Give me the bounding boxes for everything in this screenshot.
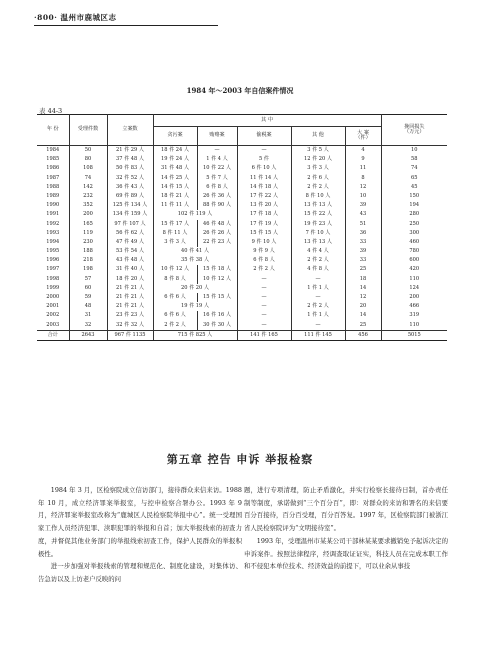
cell-filed: 21 件 29 人 <box>107 146 153 156</box>
cell-corruption: 715 件 825 人 <box>153 330 237 340</box>
cell-filed: 18 件 20 人 <box>107 275 153 284</box>
cell-other: 13 件 13 人 <box>291 201 345 210</box>
cell-filed: 97 件 107 人 <box>107 220 153 229</box>
cell-tax: 11 件 14 人 <box>237 174 291 183</box>
cell-other: 4 件 4 人 <box>291 247 345 256</box>
cell-tax: 6 件 10 人 <box>237 164 291 173</box>
cell-loss: 194 <box>381 201 447 210</box>
cell-tax: 14 件 18 人 <box>237 183 291 192</box>
header-bribery: 贿赂案 <box>197 127 237 146</box>
cell-year: 1990 <box>37 201 69 210</box>
cell-loss: 280 <box>381 210 447 219</box>
cell-other: 2 件 2 人 <box>291 183 345 192</box>
table-body <box>37 146 447 341</box>
cell-bribery: 5 件 7 人 <box>197 174 237 183</box>
header-loss <box>381 115 447 146</box>
cell-corruption: 14 件 15 人 <box>153 183 197 192</box>
cell-major: 12 <box>345 183 381 192</box>
cell-accepted: 165 <box>69 220 107 229</box>
cell-filed: 32 件 32 人 <box>107 321 153 331</box>
cell-year: 1992 <box>37 220 69 229</box>
cell-filed: 47 件 49 人 <box>107 238 153 247</box>
cell-major: 33 <box>345 238 381 247</box>
cell-year: 1985 <box>37 155 69 164</box>
cases-table <box>37 114 447 341</box>
cell-filed: 134 件 159 人 <box>107 210 153 219</box>
cell-corruption: 8 件 11 人 <box>153 229 197 238</box>
cell-accepted: 48 <box>69 302 107 311</box>
table-row <box>37 192 447 201</box>
cell-filed: 37 件 48 人 <box>107 155 153 164</box>
cell-bribery: 15 件 18 人 <box>197 265 237 274</box>
table-row <box>37 174 447 183</box>
cell-major: 20 <box>345 302 381 311</box>
cell-tax: — <box>237 284 291 293</box>
cell-accepted: 32 <box>69 321 107 331</box>
header-rule <box>34 25 218 26</box>
cell-filed: 56 件 62 人 <box>107 229 153 238</box>
cell-accepted: 230 <box>69 238 107 247</box>
table-title: 1984 年～2003 年自信案件情况 <box>186 86 294 95</box>
cell-other: — <box>291 321 345 331</box>
cell-bribery: 16 件 16 人 <box>197 311 237 320</box>
cell-year: 1988 <box>37 183 69 192</box>
cell-filed: 43 件 48 人 <box>107 256 153 265</box>
cell-tax: 6 件 8 人 <box>237 256 291 265</box>
cell-major: 25 <box>345 265 381 274</box>
cell-accepted: 59 <box>69 293 107 302</box>
table-row <box>37 229 447 238</box>
cell-major: 14 <box>345 311 381 320</box>
table-row <box>37 256 447 265</box>
cell-year: 1998 <box>37 275 69 284</box>
cell-corruption: 6 件 6 人 <box>153 311 197 320</box>
cell-bribery: 1 件 4 人 <box>197 155 237 164</box>
cell-major: 456 <box>345 330 381 340</box>
cell-year: 1991 <box>37 210 69 219</box>
chapter-title: 第五章 控告 申诉 举报检察 <box>166 453 314 466</box>
cell-filed: 53 件 54 人 <box>107 247 153 256</box>
cell-accepted: 142 <box>69 183 107 192</box>
table-row <box>37 247 447 256</box>
cell-accepted: 2643 <box>69 330 107 340</box>
cell-loss: 58 <box>381 155 447 164</box>
cell-year: 2002 <box>37 311 69 320</box>
cell-bribery: 10 件 12 人 <box>197 275 237 284</box>
cell-loss: 300 <box>381 229 447 238</box>
cell-other: 13 件 13 人 <box>291 238 345 247</box>
cell-other: — <box>291 293 345 302</box>
cell-other: — <box>291 275 345 284</box>
cell-loss: 460 <box>381 238 447 247</box>
cell-loss: 319 <box>381 311 447 320</box>
cell-bribery: 26 件 26 人 <box>197 229 237 238</box>
cell-year: 1987 <box>37 174 69 183</box>
table-row <box>37 238 447 247</box>
body-paragraph: 题，进行专项清理，防止矛盾激化，并实行检察长接待日制，首办责任制等制度，承诺做到“三个百分百”，即：对群众的来访和署名的来信要百分百接待，百分百受理，百分百答复。1997 年，区检察院部门被浙江省人民检察院评为“文明接待室”。 <box>244 486 448 533</box>
cell-year: 合计 <box>37 330 69 340</box>
cell-other: 3 件 3 人 <box>291 164 345 173</box>
cell-year: 1995 <box>37 247 69 256</box>
cell-corruption: 2 件 2 人 <box>153 321 197 331</box>
header-major <box>345 127 381 146</box>
cell-accepted: 119 <box>69 229 107 238</box>
cell-year: 1999 <box>37 284 69 293</box>
cell-tax: 9 件 9 人 <box>237 247 291 256</box>
header-accepted: 受理件数 <box>69 115 107 146</box>
cell-accepted: 60 <box>69 284 107 293</box>
cell-year: 2003 <box>37 321 69 331</box>
cell-filed: 21 件 21 人 <box>107 284 153 293</box>
cell-accepted: 200 <box>69 210 107 219</box>
cell-accepted: 218 <box>69 256 107 265</box>
table-row <box>37 321 447 331</box>
cell-major: 43 <box>345 210 381 219</box>
cell-bribery: 30 件 30 人 <box>197 321 237 331</box>
cell-major: 12 <box>345 293 381 302</box>
cell-other: 2 件 2 人 <box>291 256 345 265</box>
table-row <box>37 183 447 192</box>
cell-accepted: 80 <box>69 155 107 164</box>
cell-loss: 466 <box>381 302 447 311</box>
cell-other: 2 件 2 人 <box>291 302 345 311</box>
cell-other: 1 件 1 人 <box>291 311 345 320</box>
cell-loss: 65 <box>381 174 447 183</box>
cell-other: 15 件 22 人 <box>291 210 345 219</box>
cell-loss: 74 <box>381 164 447 173</box>
cell-corruption: 14 件 25 人 <box>153 174 197 183</box>
cell-bribery: 46 件 48 人 <box>197 220 237 229</box>
cell-accepted: 31 <box>69 311 107 320</box>
cell-corruption: 18 件 21 人 <box>153 192 197 201</box>
cell-accepted: 188 <box>69 247 107 256</box>
cell-year: 1993 <box>37 229 69 238</box>
cell-tax: 17 件 19 人 <box>237 220 291 229</box>
cell-filed: 21 件 21 人 <box>107 293 153 302</box>
cell-tax: — <box>237 302 291 311</box>
cell-corruption: 11 件 11 人 <box>153 201 197 210</box>
cell-major: 8 <box>345 174 381 183</box>
cell-other: 4 件 8 人 <box>291 265 345 274</box>
body-paragraph: 进一步加强对举报线索的管理和规范化、制度化建设，对集体访、告急访以及上访老户反映的问 <box>38 562 242 583</box>
cell-bribery: 22 件 23 人 <box>197 238 237 247</box>
table-row <box>37 302 447 311</box>
cell-tax: 141 件 165 <box>237 330 291 340</box>
cell-bribery: 88 件 90 人 <box>197 201 237 210</box>
cell-major: 9 <box>345 155 381 164</box>
cell-corruption: 19 件 19 人 <box>153 302 237 311</box>
cell-tax: — <box>237 321 291 331</box>
cell-loss: 420 <box>381 265 447 274</box>
cell-other: 1 件 1 人 <box>291 284 345 293</box>
cell-accepted: 198 <box>69 265 107 274</box>
cell-tax: 13 件 20 人 <box>237 201 291 210</box>
cell-loss: 5015 <box>381 330 447 340</box>
table-row <box>37 284 447 293</box>
cell-loss: 150 <box>381 192 447 201</box>
cell-other: 2 件 6 人 <box>291 174 345 183</box>
cell-loss: 124 <box>381 284 447 293</box>
cell-major: 11 <box>345 164 381 173</box>
cell-tax: 17 件 18 人 <box>237 210 291 219</box>
cell-accepted: 74 <box>69 174 107 183</box>
cell-filed: 23 件 23 人 <box>107 311 153 320</box>
header-major-line2: （件） <box>355 135 371 141</box>
body-paragraph: 1984 年 3 月，区检察院成立信访部门，接待群众来信来访。1988 年 10 月，成立经济罪案举报室，与控申检察合署办公。1993 年 9 月，经济罪案举报室改称为“鹿城区人民检察院举报中心”。统一受理国家工作人员经济犯罪、渎职犯罪的举报和自首；加大举报线索的初查力度，并督促其他业务部门的举报线索初查工作，保护人民群众的举报积极性。 <box>38 486 242 558</box>
cell-filed: 21 件 21 人 <box>107 302 153 311</box>
cell-year: 1994 <box>37 238 69 247</box>
cell-accepted: 57 <box>69 275 107 284</box>
cell-other: 3 件 5 人 <box>291 146 345 156</box>
table-row <box>37 164 447 173</box>
cell-corruption: 15 件 17 人 <box>153 220 197 229</box>
header-other: 其 他 <box>291 127 345 146</box>
cell-corruption: 102 件 119 人 <box>153 210 237 219</box>
cell-tax: 9 件 10 人 <box>237 238 291 247</box>
cell-accepted: 50 <box>69 146 107 156</box>
table-row <box>37 146 447 156</box>
cell-filed: 69 件 89 人 <box>107 192 153 201</box>
cell-accepted: 232 <box>69 192 107 201</box>
cell-filed: 967 件 1135 <box>107 330 153 340</box>
cell-corruption: 35 件 38 人 <box>153 256 237 265</box>
cell-year: 1996 <box>37 256 69 265</box>
cell-corruption: 20 件 20 人 <box>153 284 237 293</box>
cell-corruption: 10 件 12 人 <box>153 265 197 274</box>
cell-major: 18 <box>345 275 381 284</box>
cell-corruption: 18 件 24 人 <box>153 146 197 156</box>
body-left-column <box>38 484 242 586</box>
header-major-line1: 大 案 <box>357 129 369 136</box>
cell-corruption: 8 件 8 人 <box>153 275 197 284</box>
cell-accepted: 108 <box>69 164 107 173</box>
header-loss-line2: （万元） <box>404 129 425 135</box>
cell-loss: 250 <box>381 220 447 229</box>
cell-year: 2000 <box>37 293 69 302</box>
cell-other: 7 件 10 人 <box>291 229 345 238</box>
cell-bribery: 15 件 15 人 <box>197 293 237 302</box>
cell-major: 39 <box>345 247 381 256</box>
header-group: 其 中 <box>153 115 381 127</box>
cell-bribery: — <box>197 146 237 156</box>
cell-other: 19 件 23 人 <box>291 220 345 229</box>
cell-other: 12 件 20 人 <box>291 155 345 164</box>
cell-loss: 110 <box>381 321 447 331</box>
header-corruption: 贪污案 <box>153 127 197 146</box>
table-row <box>37 275 447 284</box>
cell-loss: 110 <box>381 275 447 284</box>
cell-loss: 780 <box>381 247 447 256</box>
header-filed: 立案数 <box>107 115 153 146</box>
cell-bribery: 6 件 8 人 <box>197 183 237 192</box>
header-tax: 偷税案 <box>237 127 291 146</box>
page-header: ·800· 温州市鹿城区志 <box>34 13 117 22</box>
cell-corruption: 40 件 41 人 <box>153 247 237 256</box>
cell-tax: 2 件 2 人 <box>237 265 291 274</box>
table-row <box>37 220 447 229</box>
table-row <box>37 201 447 210</box>
cell-filed: 31 件 40 人 <box>107 265 153 274</box>
cell-bribery: 10 件 22 人 <box>197 164 237 173</box>
cell-tax: — <box>237 275 291 284</box>
cell-major: 51 <box>345 220 381 229</box>
cell-loss: 200 <box>381 293 447 302</box>
cell-corruption: 6 件 6 人 <box>153 293 197 302</box>
cell-tax: 17 件 22 人 <box>237 192 291 201</box>
cell-year: 1986 <box>37 164 69 173</box>
table-total-row <box>37 330 447 340</box>
header-loss-line1: 挽回损失 <box>404 123 425 130</box>
cell-loss: 600 <box>381 256 447 265</box>
cell-tax: — <box>237 293 291 302</box>
cell-loss: 10 <box>381 146 447 156</box>
cell-year: 1989 <box>37 192 69 201</box>
cell-major: 39 <box>345 201 381 210</box>
table-row <box>37 293 447 302</box>
cell-tax: — <box>237 311 291 320</box>
table-row <box>37 210 447 219</box>
cell-major: 36 <box>345 229 381 238</box>
cell-filed: 50 件 83 人 <box>107 164 153 173</box>
cell-filed: 32 件 52 人 <box>107 174 153 183</box>
cell-major: 14 <box>345 284 381 293</box>
cell-tax: 5 件 <box>237 155 291 164</box>
cell-corruption: 31 件 48 人 <box>153 164 197 173</box>
cell-bribery: 26 件 36 人 <box>197 192 237 201</box>
header-year: 年 份 <box>37 115 69 146</box>
cell-loss: 45 <box>381 183 447 192</box>
table-row <box>37 155 447 164</box>
cell-year: 1997 <box>37 265 69 274</box>
cell-major: 10 <box>345 192 381 201</box>
cell-corruption: 3 件 3 人 <box>153 238 197 247</box>
cell-tax: 15 件 15 人 <box>237 229 291 238</box>
cell-major: 25 <box>345 321 381 331</box>
table-label: 表 44-3 <box>39 107 63 115</box>
cell-other: 111 件 145 <box>291 330 345 340</box>
cell-year: 1984 <box>37 146 69 156</box>
body-paragraph: 1993 年，受理温州市某某公司干部林某某要求撤销免予起诉决定的申诉案件。按照法律程序，经调查取证证实，科技人员在完成本职工作和不侵犯本单位技术、经济效益的前提下，可以业余从事技 <box>244 536 448 571</box>
cell-accepted: 352 <box>69 201 107 210</box>
cell-major: 4 <box>345 146 381 156</box>
body-right-column <box>244 484 448 573</box>
cell-filed: 36 件 43 人 <box>107 183 153 192</box>
cell-filed: 125 件 134 人 <box>107 201 153 210</box>
table-row <box>37 311 447 320</box>
cell-corruption: 19 件 24 人 <box>153 155 197 164</box>
cell-year: 2001 <box>37 302 69 311</box>
cell-major: 33 <box>345 256 381 265</box>
cell-tax: — <box>237 146 291 156</box>
table-row <box>37 265 447 274</box>
cell-other: 8 件 10 人 <box>291 192 345 201</box>
